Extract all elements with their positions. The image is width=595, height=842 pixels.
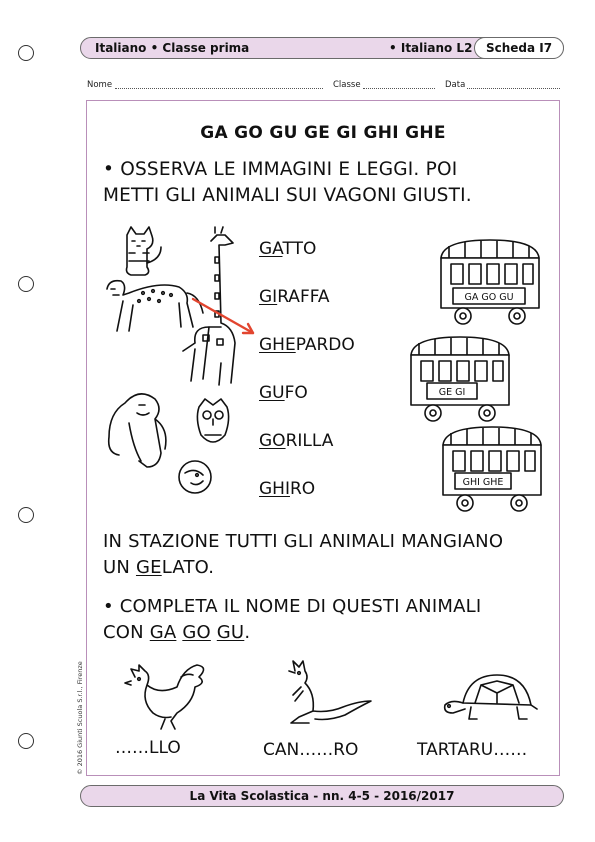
- kangaroo-drawing: [279, 657, 379, 733]
- complete-line: • COMPLETA IL NOME DI QUESTI ANIMALI: [103, 596, 482, 617]
- gorilla-drawing: [109, 394, 166, 467]
- paragraph-line: UN GELATO.: [103, 557, 215, 578]
- level-label: • Italiano L2: [389, 41, 473, 55]
- instruction-line: METTI GLI ANIMALI SUI VAGONI GIUSTI.: [103, 185, 472, 206]
- example-arrow: [187, 293, 267, 343]
- blank-rooster: ……LLO: [115, 738, 181, 758]
- wagon-label: GA GO GU: [464, 292, 514, 303]
- blank-turtle: TARTARU……: [417, 740, 528, 760]
- copyright: © 2016 Giunti Scuola S.r.l., Firenze: [76, 661, 84, 775]
- name-field[interactable]: [115, 87, 323, 89]
- turtle-drawing: [439, 667, 539, 727]
- wagon-ga-go-gu: [435, 236, 545, 328]
- class-field[interactable]: [363, 87, 435, 89]
- class-label: Classe: [333, 80, 361, 90]
- footer-band: La Vita Scolastica - nn. 4-5 - 2016/2017: [80, 785, 564, 807]
- complete-instruction: [103, 594, 481, 646]
- binder-hole: [18, 45, 34, 61]
- binder-hole: [18, 507, 34, 523]
- binder-hole: [18, 733, 34, 749]
- wagon-ge-gi: [405, 333, 515, 425]
- cat-drawing: [127, 227, 162, 275]
- wagon-label: GHI GHE: [462, 477, 504, 488]
- station-paragraph: [103, 529, 503, 581]
- wagon-label: GE GI: [438, 387, 466, 398]
- instruction-line: • OSSERVA LE IMMAGINI E LEGGI. POI: [103, 159, 458, 180]
- subject-label: Italiano • Classe prima: [95, 41, 250, 55]
- word-ghepardo: GHEPARDO: [259, 335, 355, 355]
- word-gufo: GUFO: [259, 383, 308, 403]
- blank-kangaroo: CAN……RO: [263, 740, 359, 760]
- date-label: Data: [445, 80, 466, 90]
- word-giraffa: GIRAFFA: [259, 287, 330, 307]
- dormouse-drawing: [179, 461, 211, 493]
- complete-line: CON GA GO GU.: [103, 622, 251, 643]
- date-field[interactable]: [467, 87, 560, 89]
- exercise-title: GA GO GU GE GI GHI GHE: [200, 123, 446, 143]
- binder-hole: [18, 276, 34, 292]
- owl-drawing: [197, 399, 228, 442]
- word-gorilla: GORILLA: [259, 431, 334, 451]
- wagon-ghi-ghe: [437, 423, 547, 515]
- name-label: Nome: [87, 80, 113, 90]
- rooster-drawing: [117, 657, 207, 733]
- animals-illustration: [99, 223, 249, 523]
- paragraph-line: IN STAZIONE TUTTI GLI ANIMALI MANGIANO: [103, 531, 504, 552]
- word-gatto: GATTO: [259, 239, 317, 259]
- word-ghiro: GHIRO: [259, 479, 316, 499]
- header-band: [80, 37, 564, 59]
- instruction: [103, 157, 472, 209]
- exercise-card: [86, 100, 560, 776]
- sheet-badge: Scheda I7: [474, 37, 564, 59]
